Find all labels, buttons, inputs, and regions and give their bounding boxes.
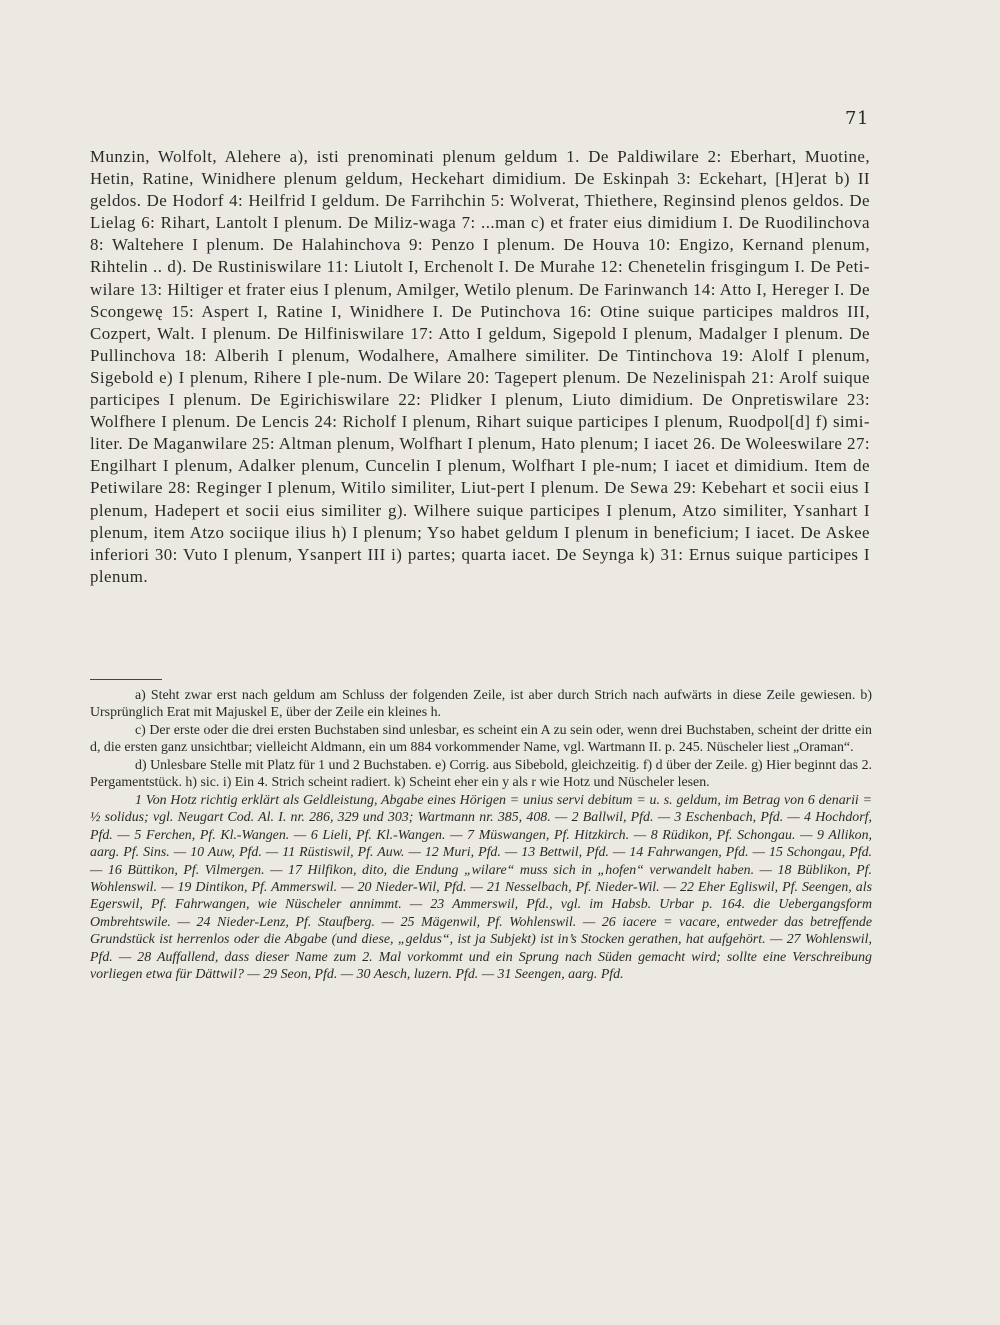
- commentary-notes: 1 Von Hotz richtig erklärt als Geldleistung, Abgabe eines Hörigen = unius servi debitum = u. s. geldum, im Betrag von 6 denarii = ½ solidus; vgl. Neugart Cod. Al. I. nr. 286, 329 und 303; Wartmann nr. 385, 408. — 2 Ballwil, Pfd. — 3 Eschenbach, Pfd. — 4 Hochdorf, Pfd. — 5 Ferchen, Pf. Kl.-Wangen. — 6 Lieli, Pf. Kl.-Wangen. — 7 Müswangen, Pf. Hitzkirch. — 8 Rüdikon, Pf. Schongau. — 9 Allikon, aarg. Pf. Sins. — 10 Auw, Pfd. — 11 Rüstiswil, Pf. Auw. — 12 Muri, Pfd. — 13 Bettwil, Pfd. — 14 Fahrwangen, Pfd. — 15 Schongau, Pfd. — 16 Büttikon, Pf. Vilmergen. — 17 Hilfikon, dito, die Endung „wilare“ muss sich in „hofen“ verwandelt haben. — 18 Büblikon, Pf. Wohlenswil. — 19 Dintikon, Pf. Ammerswil. — 20 Nieder-Wil, Pfd. — 21 Nesselbach, Pf. Nieder-Wil. — 22 Eher Egliswil, Pf. Seengen, als Egerswil, Pf. Fahrwangen, wie Nüscheler annimmt. — 23 Ammerswil, Pfd., vgl. im Habsb. Urbar p. 164. die Uebergangsform Ombrehtswile. — 24 Nieder-Lenz, Pf. Staufberg. — 25 Mägenwil, Pf. Wohlenswil. — 26 iacere = vacare, entweder das betreffende Grundstück ist herrenlos oder die Abgabe (und diese, „geldus“, ist ja Subjekt) ist in’s Stocken gerathen, hat aufgehört. — 27 Wohlenswil, Pfd. — 28 Auffallend, dass dieser Name zum 2. Mal vorkommt und ein Sprung nach Süden gemacht wird; sollte eine Verschreibung vorliegen etwa für Dättwil? — 29 Seon, Pfd. — 30 Aesch, luzern. Pfd. — 31 Seengen, aarg. Pfd.: [90, 792, 872, 983]
- footnote-c: c) Der erste oder die drei ersten Buchstaben sind unlesbar, es scheint ein A zu sein oder, wenn drei Buchstaben, scheint der dritte ein d, die ersten ganz unsichtbar; vielleicht Aldmann, ein um 884 vorkommender Name, vgl. Wartmann II. p. 245. Nüscheler liest „Oraman“.: [90, 722, 872, 756]
- footnotes-block: [90, 687, 872, 984]
- main-text-block: [90, 146, 870, 588]
- main-paragraph: Munzin, Wolfolt, Alehere a), isti prenominati plenum geldum 1. De Paldiwilare 2: Eberhart, Muotine, Hetin, Ratine, Winidhere plenum geldum, Heckehart dimidium. De Eskinpah 3: Eckehart, [H]erat b) II geldos. De Hodorf 4: Heilfrid I geldum. De Farrihchin 5: Wolverat, Thiethere, Reginsind plenos geldos. De Lielag 6: Rihart, Lantolt I plenum. De Miliz-waga 7: ...man c) et frater eius dimidium I. De Ruodilinchova 8: Waltehere I plenum. De Halahinchova 9: Penzo I plenum. De Houva 10: Engizo, Kernand plenum, Rihtelin .. d). De Rustiniswilare 11: Liutolt I, Erchenolt I. De Murahe 12: Chenetelin frisgingum I. De Peti-wilare 13: Hiltiger et frater eius I plenum, Amilger, Wetilo plenum. De Farinwanch 14: Atto I, Hereger I. De Scongewę 15: Aspert I, Ratine I, Winidhere I. De Putinchova 16: Otine suique participes maldros III, Cozpert, Walt. I plenum. De Hilfiniswilare 17: Atto I geldum, Sigepold I plenum, Madalger I plenum. De Pullinchova 18: Alberih I plenum, Wodalhere, Amalhere similiter. De Tintinchova 19: Alolf I plenum, Sigebold e) I plenum, Rihere I ple-num. De Wilare 20: Tagepert plenum. De Nezelinispah 21: Arolf suique participes I plenum. De Egirichiswilare 22: Plidker I plenum, Liuto dimidium. De Onpretiswilare 23: Wolfhere I plenum. De Lencis 24: Richolf I plenum, Rihart suique participes I plenum, Ruodpol[d] f) simi-liter. De Maganwilare 25: Altman plenum, Wolfhart I plenum, Hato plenum; I iacet 26. De Woleeswilare 27: Engilhart I plenum, Adalker plenum, Cuncelin I plenum, Wolfhart I ple-num; I iacet et dimidium. Item de Petiwilare 28: Reginger I plenum, Witilo similiter, Liut-pert I plenum. De Sewa 29: Kebehart et socii eius I plenum, Hadepert et socii eius similiter g). Wilhere suique participes I plenum, Atzo similiter, Ysanhart I plenum, item Atzo sociique ilius h) I plenum; Yso habet geldum I plenum in beneficium; I iacet. De Askee inferiori 30: Vuto I plenum, Ysanpert III i) partes; quarta iacet. De Seynga k) 31: Ernus suique participes I plenum.: [90, 147, 870, 586]
- footnote-divider: [90, 679, 162, 680]
- page-number: 71: [845, 108, 869, 129]
- footnote-ab: a) Steht zwar erst nach geldum am Schluss der folgenden Zeile, ist aber durch Strich nach aufwärts in diese Zeile gewiesen. b) Ursprünglich Erat mit Majuskel E, über der Zeile ein kleines h.: [90, 688, 872, 721]
- footnote-d-k: d) Unlesbare Stelle mit Platz für 1 und 2 Buchstaben. e) Corrig. aus Sibebold, gleichzeitig. f) d über der Zeile. g) Hier beginnt das 2. Pergamentstück. h) sic. i) Ein 4. Strich scheint radiert. k) Scheint eher ein y als r wie Hotz und Nüscheler lesen.: [90, 757, 872, 791]
